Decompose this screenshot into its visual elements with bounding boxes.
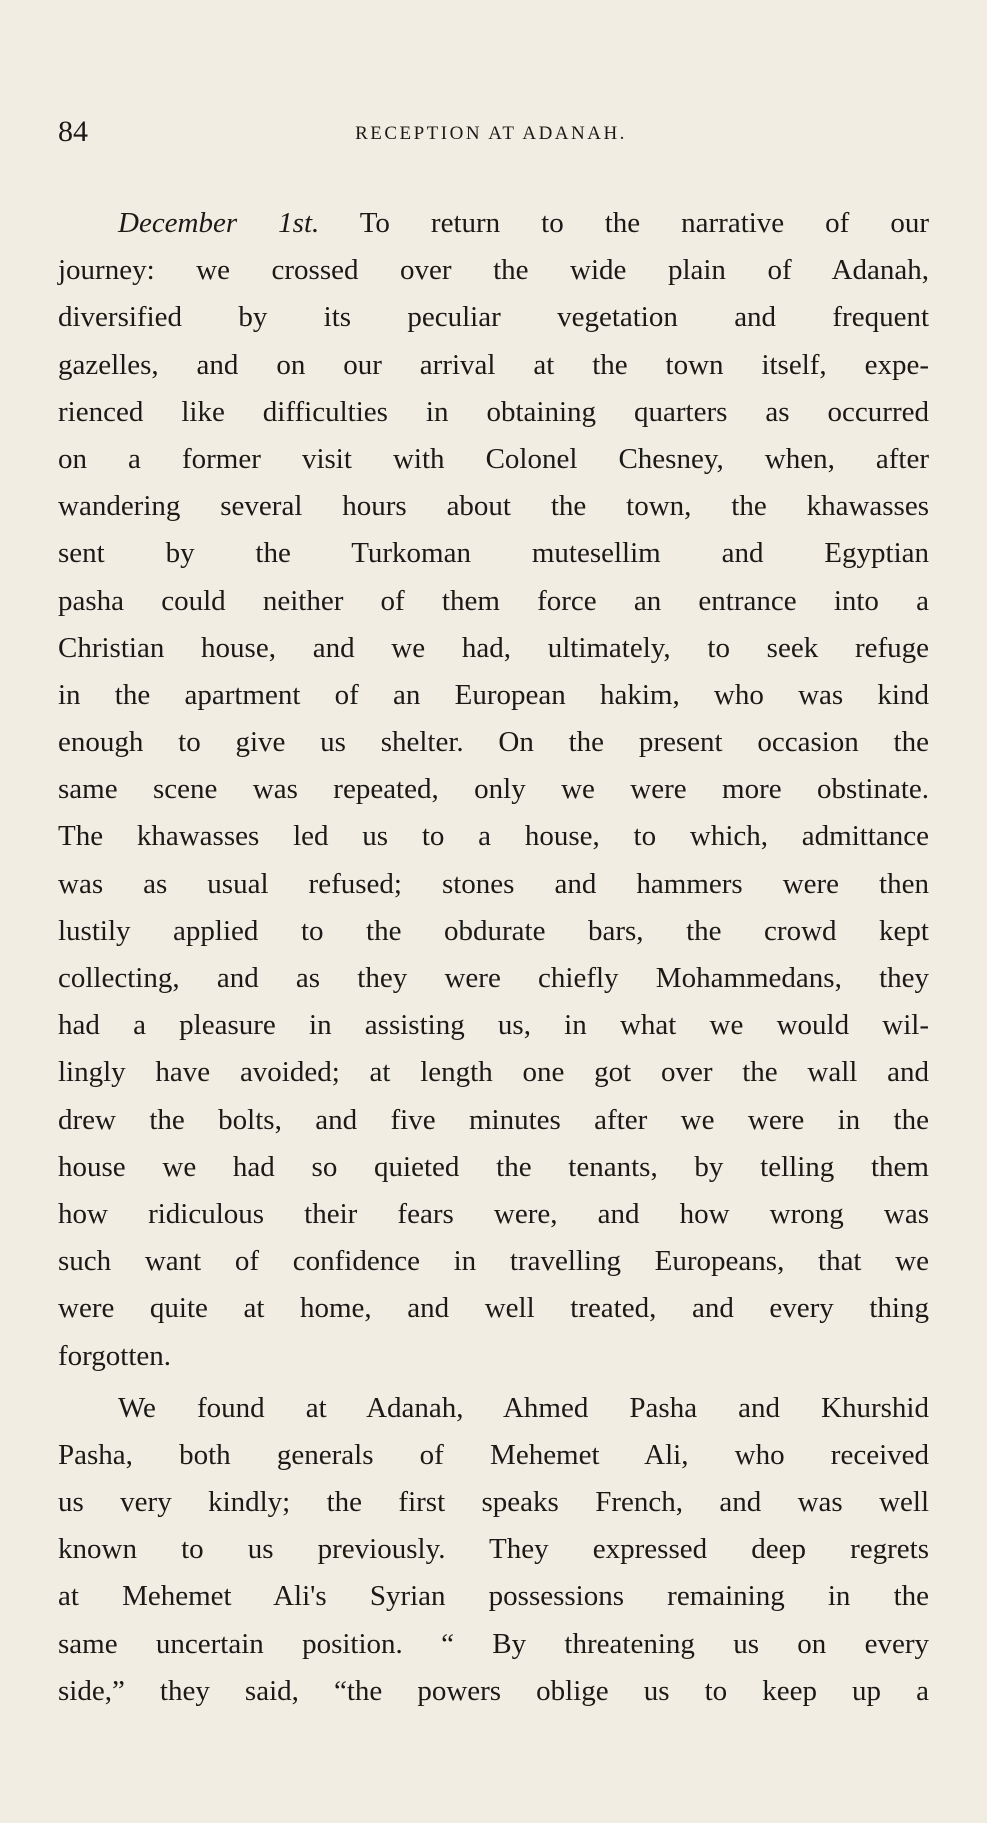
- text-line: how ridiculous their fears were, and how wrong was: [58, 1197, 929, 1230]
- text-line: known to us previously. They expressed deep regrets: [58, 1533, 929, 1566]
- text-line: pasha could neither of them force an entrance into a: [58, 584, 929, 617]
- paragraph-1: [58, 247, 929, 1332]
- text-line: enough to give us shelter. On the present occasion the: [58, 726, 929, 759]
- text-line: in the apartment of an European hakim, who was kind: [58, 678, 929, 711]
- page-header: [58, 115, 924, 155]
- text-line: rienced like difficulties in obtaining quarters as occurred: [58, 395, 929, 428]
- text-line: us very kindly; the first speaks French, and was well: [58, 1486, 929, 1519]
- text-line: side,” they said, “the powers oblige us to keep up a: [58, 1674, 929, 1707]
- text-line: sent by the Turkoman mutesellim and Egyptian: [58, 537, 929, 570]
- text-line: had a pleasure in assisting us, in what we would wil-: [58, 1009, 929, 1042]
- text-line: at Mehemet Ali's Syrian possessions remaining in the: [58, 1580, 929, 1613]
- text-line: same uncertain position. “ By threatening us on every: [58, 1627, 929, 1660]
- text-line: The khawasses led us to a house, to which, admittance: [58, 820, 929, 853]
- text-line: drew the bolts, and five minutes after we were in the: [58, 1103, 929, 1136]
- text-line: gazelles, and on our arrival at the town itself, expe-: [58, 348, 929, 381]
- text-line: We found at Adanah, Ahmed Pasha and Khurshid: [118, 1391, 929, 1424]
- text-line: such want of confidence in travelling Europeans, that we: [58, 1245, 929, 1278]
- text-line: house we had so quieted the tenants, by telling them: [58, 1150, 929, 1183]
- text-line: collecting, and as they were chiefly Mohammedans, they: [58, 962, 929, 994]
- text-line: on a former visit with Colonel Chesney, when, after: [58, 442, 929, 475]
- text-line: same scene was repeated, only we were more obstinate.: [58, 773, 929, 806]
- text-line: wandering several hours about the town, the khawasses: [58, 490, 929, 523]
- date-heading: December 1st.: [118, 207, 320, 239]
- paragraph-1-last-line: forgotten.: [58, 1339, 172, 1372]
- running-title: RECEPTION AT ADANAH.: [355, 123, 627, 144]
- text-line: lingly have avoided; at length one got over the wall and: [58, 1056, 929, 1089]
- text-line: journey: we crossed over the wide plain of Adanah,: [58, 254, 929, 287]
- body-text: [58, 200, 929, 1715]
- text-line: Christian house, and we had, ultimately, to seek refuge: [58, 631, 929, 664]
- paragraph-2: [58, 1385, 929, 1715]
- opening-line-text: To return to the narrative of our: [359, 207, 929, 239]
- text-line: were quite at home, and well treated, and every thing: [58, 1292, 929, 1325]
- page-number: 84: [58, 115, 88, 148]
- text-line: Pasha, both generals of Mehemet Ali, who received: [58, 1438, 929, 1471]
- text-line: lustily applied to the obdurate bars, the crowd kept: [58, 914, 929, 947]
- text-line: was as usual refused; stones and hammers were then: [58, 867, 929, 900]
- text-line: diversified by its peculiar vegetation and frequent: [58, 301, 929, 334]
- paragraph-1-opening-line: [58, 200, 929, 247]
